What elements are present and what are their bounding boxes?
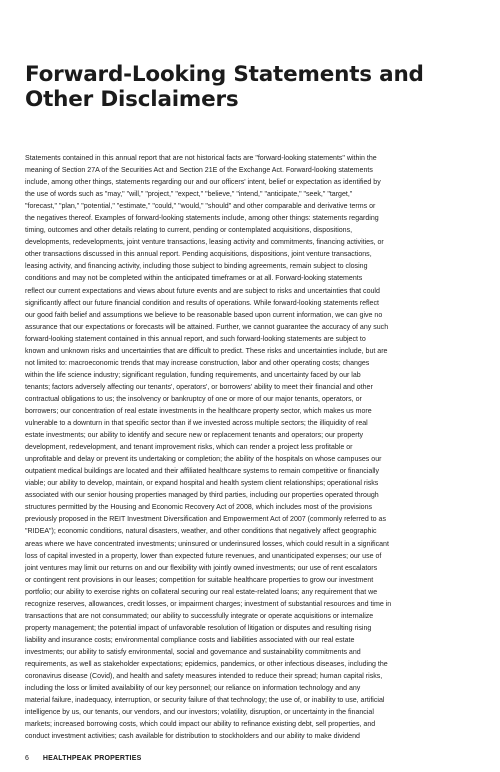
body-text-line: reflect our current expectations and views about future events and are subject to risks and uncertainties that could: [25, 287, 380, 295]
body-text-line: known and unknown risks and uncertainties that are difficult to predict. These risks and uncertainties include, but are: [25, 347, 388, 355]
body-text-line: estate investments; our ability to identify and secure new or replacement tenants and operators; our property: [25, 432, 364, 440]
body-text-line: conditions and may not be completed within the anticipated timeframes or at all. Forward-looking statements: [25, 275, 363, 283]
body-text-line: Statements contained in this annual report that are not historical facts are "forward-looking statements" within the: [25, 155, 377, 162]
body-text-line: our good faith belief and assumptions we believe to be reasonable based upon current information, we can give no: [25, 311, 383, 319]
body-text-line: or contingent rent provisions in our leases; competition for suitable healthcare properties to grow our investment: [25, 576, 374, 584]
body-text-line: meaning of Section 27A of the Securities Act and Section 21E of the Exchange Act. Forward-looking statements: [25, 167, 373, 175]
body-text-line: joint ventures may limit our returns on and our flexibility with jointly owned investments; our use of rent escalators: [25, 564, 378, 572]
body-text-line: conduct investment activities; cash available for distribution to stockholders and our ability to make dividend: [25, 733, 360, 741]
body-text-line: including the loss or limited availability of our key personnel; our reliance on information technology and any: [25, 685, 361, 693]
body-text-line: tenants; factors adversely affecting our tenants', operators', or borrowers' ability to meet their financial and other: [25, 383, 373, 391]
body-text-line: vulnerable to a downturn in that specific sector than if we invested across multiple sectors; the illiquidity of real: [25, 420, 368, 428]
body-text-line: associated with our senior housing properties managed by third parties, including our properties operated through: [25, 492, 379, 500]
body-text-line: leasing activity, and financing activity, including those subject to binding agreements, remain subject to closing: [25, 263, 368, 271]
body-text-line: areas where we have concentrated investments; uninsured or underinsured losses, which could result in a significant: [25, 540, 389, 548]
body-text-line: material failure, inadequacy, interruption, or security failure of that technology; the use of, or inability to use, artificial: [25, 697, 385, 705]
body-text-line: forward-looking statement contained in this annual report, and such forward-looking statements are subject to: [25, 335, 366, 343]
body-text-line: investments; our ability to satisfy environmental, social and governance and sustainability commitments and: [25, 648, 361, 656]
body-text-line: liability and insurance costs; environmental compliance costs and liabilities associated with our real estate: [25, 636, 355, 644]
body-text-line: portfolio; our ability to exercise rights on collateral securing our real estate-related loans; any requirement that we: [25, 588, 378, 596]
body-text-line: other transactions discussed in this annual report. Pending acquisitions, dispositions, joint venture transactions,: [25, 251, 372, 259]
title-line: Forward-Looking Statements and: [25, 62, 424, 87]
body-text-line: intelligence by us, our tenants, our vendors, and our investors; volatility, disruption, or uncertainty in the financial: [25, 709, 374, 717]
body-text-line: the use of words such as "may," "will," "project," "expect," "believe," "intend," "anticipate," "seek," "target,": [25, 191, 353, 199]
body-text-line: unprofitable and delay or prevent its undertaking or completion; the ability of the hospitals on whose campuses our: [25, 456, 382, 464]
body-text-line: transactions that are not consummated; our ability to successfully integrate or operate acquisitions or internalize: [25, 612, 374, 620]
body-text-line: viable; our ability to develop, maintain, or expand hospital and health system client relationships; operational risks: [25, 480, 379, 488]
body-text-line: structures permitted by the Housing and Economic Recovery Act of 2008, which includes most of the provisions: [25, 504, 373, 512]
body-text-line: markets; increased borrowing costs, which could impact our ability to refinance existing debt, sell properties, and: [25, 721, 376, 729]
body-text-line: contractual obligations to us; the insolvency or bankruptcy of one or more of our major tenants, operators, or: [25, 395, 362, 403]
body-text-line: borrowers; our concentration of real estate investments in the healthcare property sector, which makes us more: [25, 407, 372, 415]
body-text-line: timing, outcomes and other details relating to current, pending or contemplated acquisitions, dispositions,: [25, 227, 353, 235]
body-text-line: "RIDEA"); economic conditions, natural disasters, weather, and other conditions that negatively affect geographic: [25, 528, 377, 536]
body-text-line: loss of capital invested in a property, lower than expected future revenues, and unanticipated expenses; our use of: [25, 552, 382, 560]
body-text-line: developments, redevelopments, joint venture transactions, leasing activity and commitments, financing activities, or: [25, 239, 384, 247]
body-text-line: "forecast," "plan," "potential," "estimate," "could," "would," "should" and other comparable and derivative terms or: [25, 203, 376, 211]
body-text-line: outpatient medical buildings are located and their affiliated healthcare systems to remain competitive or financially: [25, 468, 379, 476]
title-line: Other Disclaimers: [25, 87, 239, 112]
body-text-line: assurance that our expectations or forecasts will be attained. Further, we cannot guarantee the accuracy of any such: [25, 323, 389, 331]
body-text-line: include, among other things, statements regarding our and our officers' intent, belief or expectation as identified by: [25, 179, 381, 187]
page-footer: [25, 755, 141, 762]
body-text-line: coronavirus disease (Covid), and health and safety measures intended to reduce their spread; human capital risks,: [25, 673, 383, 681]
body-text-line: requirements, as well as stakeholder expectations; epidemics, pandemics, or other infectious diseases, including the: [25, 660, 388, 668]
page-title: [25, 62, 455, 112]
body-text-line: development, redevelopment, and tenant improvement risks, which can render a project less profitable or: [25, 444, 353, 452]
body-text-line: the negatives thereof. Examples of forward-looking statements include, among other things: statements regarding: [25, 215, 379, 223]
body-text: [25, 153, 477, 743]
body-text-line: within the life science industry; significant regulation, funding requirements, and uncertainty faced by our lab: [25, 371, 361, 379]
page-number: 6: [25, 755, 29, 762]
footer-brand: HEALTHPEAK PROPERTIES: [42, 755, 142, 762]
body-text-line: significantly affect our future financial condition and results of operations. While forward-looking statements reflect: [25, 299, 379, 307]
body-text-line: not limited to: macroeconomic trends that may increase construction, labor and other operating costs; changes: [25, 359, 370, 367]
body-text-line: property management; the potential impact of unfavorable resolution of litigation or disputes and resulting rising: [25, 624, 372, 632]
body-text-line: previously proposed in the REIT Investment Diversification and Empowerment Act of 2007 (commonly referred to as: [25, 516, 386, 524]
body-text-line: recognize reserves, allowances, credit losses, or impairment charges; investment of substantial resources and time in: [25, 600, 392, 608]
